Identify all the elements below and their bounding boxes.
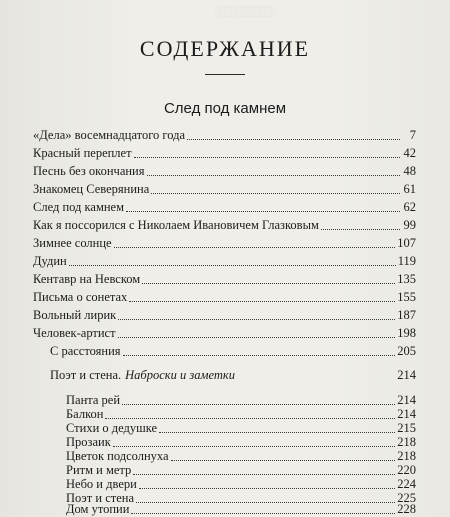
toc-entry-page: 205 xyxy=(397,344,416,358)
toc-entry-title: Дудин xyxy=(33,254,67,268)
toc-entry-title: «Дела» восемнадцатого года xyxy=(33,128,186,142)
toc-entry xyxy=(33,164,416,179)
toc-subentry xyxy=(66,407,416,422)
toc-entry xyxy=(33,128,416,143)
toc-subentry-page: 214 xyxy=(397,393,416,407)
toc-subentry-page: 224 xyxy=(397,477,416,491)
toc-entry-title: Вольный лирик xyxy=(33,308,117,322)
toc-entry xyxy=(33,326,416,341)
toc-entry-title: Как я поссорился с Николаем Ивановичем Глазковым xyxy=(33,218,319,232)
dot-leader xyxy=(187,139,400,140)
toc-subentry-title: Цветок подсолнуха xyxy=(66,449,169,463)
toc-entry-page: 42 xyxy=(403,146,416,160)
dot-leader xyxy=(113,446,395,447)
toc-entry-page: 198 xyxy=(397,326,416,340)
toc-entry xyxy=(33,236,416,251)
dot-leader xyxy=(134,157,400,158)
toc-entry-page: 99 xyxy=(403,218,416,232)
toc-entry xyxy=(33,290,416,305)
dot-leader xyxy=(142,283,395,284)
toc-entry-title: Красный переплет xyxy=(33,146,132,160)
toc-entry-title: Кентавр на Невском xyxy=(33,272,141,286)
toc-subentry-page: 218 xyxy=(397,449,416,463)
part-heading xyxy=(50,368,416,383)
part-title: Поэт и стена. xyxy=(50,368,122,382)
toc-subentry-title: Небо и двери xyxy=(66,477,137,491)
toc-entry-page: 187 xyxy=(397,308,416,322)
toc-entry xyxy=(33,308,416,323)
toc-entry xyxy=(33,200,416,215)
toc-subentry-title: Прозаик xyxy=(66,435,111,449)
toc-subentry-title: Поэт и стена xyxy=(66,491,134,505)
dot-leader xyxy=(129,301,395,302)
toc-subentry xyxy=(66,502,416,517)
heading-divider xyxy=(205,74,245,75)
dot-leader xyxy=(131,513,395,514)
dot-leader xyxy=(151,193,400,194)
toc-entry-title: Зимнее солнце xyxy=(33,236,112,250)
dot-leader xyxy=(69,265,396,266)
toc-entry-page: 155 xyxy=(397,290,416,304)
toc-subentry-title: Панта рей xyxy=(66,393,121,407)
toc-entry-page: 7 xyxy=(409,128,416,142)
toc-entry-title: След под камнем xyxy=(33,200,124,214)
toc-subentry-title: Ритм и метр xyxy=(66,463,132,477)
dot-leader xyxy=(114,247,396,248)
dot-leader xyxy=(139,488,395,489)
dot-leader xyxy=(133,474,395,475)
toc-subentry-page: 220 xyxy=(397,463,416,477)
toc-entry xyxy=(33,218,416,233)
toc-entry-page: 61 xyxy=(403,182,416,196)
toc-subentry xyxy=(66,435,416,450)
toc-subentry-page: 218 xyxy=(397,435,416,449)
dot-leader xyxy=(321,229,400,230)
toc-entry-title: Письма о сонетах xyxy=(33,290,128,304)
bleed-through-text: ░░░░░░░ xyxy=(215,4,275,18)
toc-subentry-page: 228 xyxy=(397,502,416,516)
toc-subentry-page: 214 xyxy=(397,407,416,421)
toc-subentry-page: 225 xyxy=(397,491,416,505)
toc-entry-title: Человек-артист xyxy=(33,326,116,340)
toc-entry xyxy=(33,254,416,269)
toc-subentry xyxy=(66,449,416,464)
toc-entry xyxy=(33,182,416,197)
toc-entry-page: 135 xyxy=(397,272,416,286)
part-subtitle: Наброски и заметки xyxy=(125,368,235,382)
toc-entry-page: 119 xyxy=(397,254,416,268)
contents-heading: СОДЕРЖАНИЕ xyxy=(139,36,311,61)
dot-leader xyxy=(122,404,395,405)
dot-leader xyxy=(159,432,395,433)
toc-entry-title: С расстояния xyxy=(50,344,121,358)
toc-entry-page: 107 xyxy=(397,236,416,250)
toc-entry xyxy=(50,344,416,359)
toc-subentry-title: Дом утопии xyxy=(66,502,130,516)
dot-leader xyxy=(123,355,396,356)
toc-subentry-page: 215 xyxy=(397,421,416,435)
part-page: 214 xyxy=(397,368,416,382)
dot-leader xyxy=(118,337,396,338)
toc-entry-page: 48 xyxy=(403,164,416,178)
toc-subentry xyxy=(66,393,416,408)
toc-subentry xyxy=(66,421,416,436)
toc-entry-page: 62 xyxy=(403,200,416,214)
dot-leader xyxy=(171,460,396,461)
toc-entry-title: Знакомец Северянина xyxy=(33,182,150,196)
toc-subentry-title: Балкон xyxy=(66,407,104,421)
toc-subentry-title: Стихи о дедушке xyxy=(66,421,158,435)
dot-leader xyxy=(118,319,395,320)
toc-entry-title: Песнь без окончания xyxy=(33,164,145,178)
dot-leader xyxy=(126,211,400,212)
dot-leader xyxy=(147,175,401,176)
section-title: След под камнем xyxy=(163,100,287,117)
toc-subentry xyxy=(66,463,416,478)
toc-entry xyxy=(33,146,416,161)
toc-subentry xyxy=(66,477,416,492)
dot-leader xyxy=(105,418,395,419)
toc-entry xyxy=(33,272,416,287)
